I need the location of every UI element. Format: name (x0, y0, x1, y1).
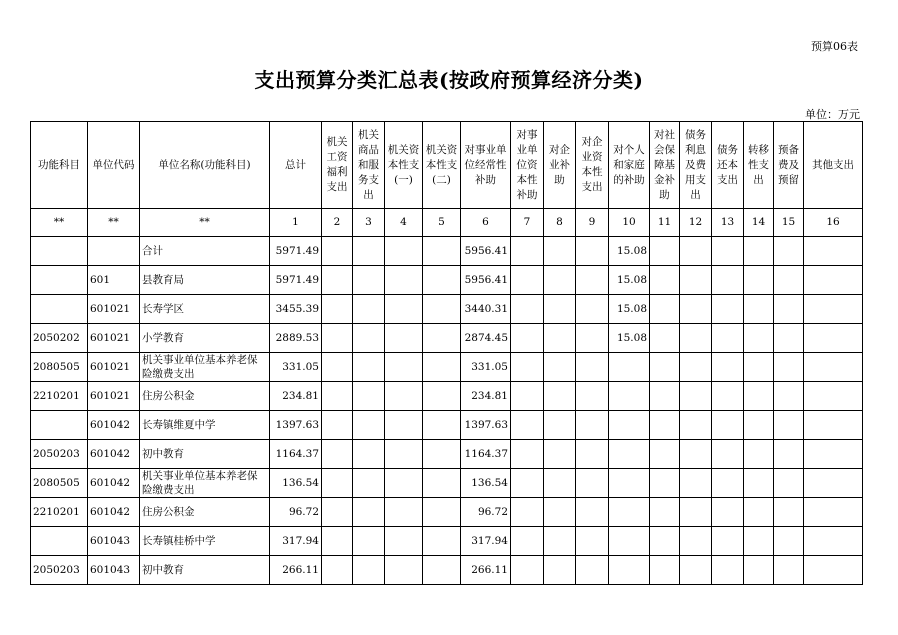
empty-cell (804, 295, 863, 324)
empty-cell (511, 295, 544, 324)
empty-cell (423, 440, 461, 469)
empty-cell (544, 324, 576, 353)
function-code-cell: 2080505 (31, 469, 88, 498)
empty-cell (544, 266, 576, 295)
empty-cell (385, 382, 423, 411)
empty-cell (423, 237, 461, 266)
empty-cell (423, 469, 461, 498)
index-cell: 12 (680, 209, 712, 237)
amount-cell: 2889.53 (270, 324, 322, 353)
function-code-cell: 2050203 (31, 440, 88, 469)
empty-cell (712, 266, 744, 295)
column-header: 转移性支出 (744, 122, 774, 209)
column-header: 对企业补助 (544, 122, 576, 209)
column-header: 预备费及预留 (774, 122, 804, 209)
empty-cell (353, 411, 385, 440)
empty-cell (353, 527, 385, 556)
column-header: 机关工资福利支出 (322, 122, 353, 209)
empty-cell (576, 295, 609, 324)
amount-cell: 317.94 (461, 527, 511, 556)
column-header: 总计 (270, 122, 322, 209)
empty-cell (576, 440, 609, 469)
empty-cell (804, 527, 863, 556)
empty-cell (353, 498, 385, 527)
index-row (31, 209, 863, 237)
column-header: 功能科目 (31, 122, 88, 209)
empty-cell (423, 527, 461, 556)
empty-cell (423, 556, 461, 585)
empty-cell (385, 440, 423, 469)
empty-cell (650, 295, 680, 324)
amount-cell (609, 411, 650, 440)
empty-cell (680, 527, 712, 556)
unit-name-cell: 长寿镇维夏中学 (140, 411, 270, 440)
empty-cell (650, 556, 680, 585)
empty-cell (385, 295, 423, 324)
empty-cell (774, 469, 804, 498)
unit-name-cell: 县教育局 (140, 266, 270, 295)
unit-name-cell: 住房公积金 (140, 382, 270, 411)
empty-cell (576, 556, 609, 585)
amount-cell: 266.11 (461, 556, 511, 585)
empty-cell (511, 237, 544, 266)
empty-cell (650, 498, 680, 527)
empty-cell (744, 469, 774, 498)
empty-cell (712, 237, 744, 266)
empty-cell (511, 556, 544, 585)
empty-cell (385, 324, 423, 353)
empty-cell (544, 237, 576, 266)
empty-cell (322, 469, 353, 498)
empty-cell (385, 266, 423, 295)
empty-cell (650, 324, 680, 353)
index-cell: 1 (270, 209, 322, 237)
empty-cell (544, 440, 576, 469)
empty-cell (804, 382, 863, 411)
amount-cell: 15.08 (609, 295, 650, 324)
empty-cell (353, 556, 385, 585)
empty-cell (804, 266, 863, 295)
table-row (31, 353, 863, 382)
empty-cell (744, 440, 774, 469)
unit-code-cell: 601042 (88, 469, 140, 498)
index-cell: 2 (322, 209, 353, 237)
table-row (31, 498, 863, 527)
empty-cell (353, 353, 385, 382)
empty-cell (680, 556, 712, 585)
amount-cell: 3440.31 (461, 295, 511, 324)
empty-cell (650, 382, 680, 411)
unit-name-cell: 初中教育 (140, 440, 270, 469)
function-code-cell: 2080505 (31, 353, 88, 382)
unit-code-cell (88, 237, 140, 266)
empty-cell (511, 411, 544, 440)
empty-cell (744, 266, 774, 295)
amount-cell: 234.81 (270, 382, 322, 411)
empty-cell (544, 382, 576, 411)
empty-cell (744, 295, 774, 324)
amount-cell: 234.81 (461, 382, 511, 411)
empty-cell (322, 237, 353, 266)
empty-cell (712, 353, 744, 382)
empty-cell (353, 237, 385, 266)
empty-cell (322, 440, 353, 469)
empty-cell (353, 324, 385, 353)
empty-cell (322, 266, 353, 295)
amount-cell: 266.11 (270, 556, 322, 585)
unit-label: 单位：万元 (805, 108, 860, 121)
column-header: 对事业单位资本性补助 (511, 122, 544, 209)
amount-cell: 15.08 (609, 237, 650, 266)
empty-cell (650, 266, 680, 295)
amount-cell: 5971.49 (270, 237, 322, 266)
table-row (31, 324, 863, 353)
empty-cell (774, 324, 804, 353)
amount-cell: 136.54 (270, 469, 322, 498)
unit-code-cell: 601043 (88, 527, 140, 556)
empty-cell (511, 498, 544, 527)
empty-cell (712, 556, 744, 585)
amount-cell (609, 353, 650, 382)
empty-cell (353, 382, 385, 411)
empty-cell (680, 324, 712, 353)
empty-cell (511, 353, 544, 382)
empty-cell (353, 295, 385, 324)
empty-cell (804, 498, 863, 527)
unit-code-cell: 601021 (88, 382, 140, 411)
empty-cell (322, 295, 353, 324)
column-header: 债务还本支出 (712, 122, 744, 209)
unit-code-cell: 601 (88, 266, 140, 295)
empty-cell (544, 411, 576, 440)
empty-cell (576, 469, 609, 498)
empty-cell (744, 556, 774, 585)
empty-cell (322, 382, 353, 411)
empty-cell (744, 527, 774, 556)
table-body (31, 237, 863, 585)
empty-cell (544, 469, 576, 498)
unit-code-cell: 601021 (88, 353, 140, 382)
amount-cell (609, 498, 650, 527)
unit-code-cell: 601021 (88, 324, 140, 353)
empty-cell (544, 295, 576, 324)
index-cell: ** (140, 209, 270, 237)
index-cell: 13 (712, 209, 744, 237)
empty-cell (322, 498, 353, 527)
function-code-cell (31, 237, 88, 266)
empty-cell (650, 353, 680, 382)
index-cell: 6 (461, 209, 511, 237)
header-row (31, 122, 863, 209)
empty-cell (423, 353, 461, 382)
amount-cell (609, 469, 650, 498)
empty-cell (423, 498, 461, 527)
empty-cell (544, 527, 576, 556)
amount-cell: 15.08 (609, 324, 650, 353)
empty-cell (680, 498, 712, 527)
table-row (31, 440, 863, 469)
empty-cell (744, 353, 774, 382)
table-row (31, 411, 863, 440)
empty-cell (774, 440, 804, 469)
empty-cell (744, 498, 774, 527)
column-header: 对事业单位经常性补助 (461, 122, 511, 209)
empty-cell (774, 266, 804, 295)
function-code-cell: 2210201 (31, 382, 88, 411)
column-header: 对企业资本性支出 (576, 122, 609, 209)
index-cell: 14 (744, 209, 774, 237)
unit-code-cell: 601042 (88, 498, 140, 527)
empty-cell (650, 469, 680, 498)
empty-cell (385, 498, 423, 527)
empty-cell (804, 440, 863, 469)
table-row (31, 266, 863, 295)
empty-cell (774, 556, 804, 585)
empty-cell (744, 324, 774, 353)
column-header: 单位名称(功能科目) (140, 122, 270, 209)
amount-cell: 1397.63 (270, 411, 322, 440)
amount-cell (609, 556, 650, 585)
empty-cell (650, 411, 680, 440)
unit-name-cell: 机关事业单位基本养老保险缴费支出 (140, 469, 270, 498)
unit-name-cell: 合计 (140, 237, 270, 266)
index-cell: 16 (804, 209, 863, 237)
column-header: 其他支出 (804, 122, 863, 209)
column-header: 对个人和家庭的补助 (609, 122, 650, 209)
empty-cell (712, 382, 744, 411)
empty-cell (804, 324, 863, 353)
budget-table (30, 121, 863, 585)
unit-code-cell: 601043 (88, 556, 140, 585)
empty-cell (576, 527, 609, 556)
function-code-cell: 2050203 (31, 556, 88, 585)
amount-cell: 96.72 (461, 498, 511, 527)
empty-cell (712, 469, 744, 498)
page-code: 预算06表 (811, 40, 858, 53)
index-cell: 8 (544, 209, 576, 237)
empty-cell (650, 237, 680, 266)
empty-cell (804, 556, 863, 585)
empty-cell (576, 324, 609, 353)
empty-cell (680, 353, 712, 382)
empty-cell (774, 237, 804, 266)
unit-code-cell: 601042 (88, 440, 140, 469)
function-code-cell: 2210201 (31, 498, 88, 527)
empty-cell (576, 382, 609, 411)
empty-cell (774, 382, 804, 411)
empty-cell (322, 556, 353, 585)
index-cell: 10 (609, 209, 650, 237)
empty-cell (544, 556, 576, 585)
function-code-cell (31, 295, 88, 324)
empty-cell (774, 353, 804, 382)
amount-cell (609, 382, 650, 411)
amount-cell: 331.05 (270, 353, 322, 382)
empty-cell (680, 266, 712, 295)
unit-code-cell: 601042 (88, 411, 140, 440)
empty-cell (804, 353, 863, 382)
function-code-cell (31, 266, 88, 295)
amount-cell: 2874.45 (461, 324, 511, 353)
empty-cell (322, 324, 353, 353)
empty-cell (680, 382, 712, 411)
index-cell: 9 (576, 209, 609, 237)
unit-name-cell: 长寿学区 (140, 295, 270, 324)
empty-cell (322, 353, 353, 382)
index-cell: ** (31, 209, 88, 237)
empty-cell (774, 527, 804, 556)
index-cell: 15 (774, 209, 804, 237)
empty-cell (576, 353, 609, 382)
empty-cell (576, 237, 609, 266)
unit-name-cell: 机关事业单位基本养老保险缴费支出 (140, 353, 270, 382)
index-cell: 5 (423, 209, 461, 237)
empty-cell (385, 469, 423, 498)
empty-cell (680, 411, 712, 440)
column-header: 单位代码 (88, 122, 140, 209)
unit-name-cell: 住房公积金 (140, 498, 270, 527)
empty-cell (511, 266, 544, 295)
empty-cell (576, 498, 609, 527)
empty-cell (385, 527, 423, 556)
amount-cell: 15.08 (609, 266, 650, 295)
empty-cell (423, 411, 461, 440)
amount-cell: 5956.41 (461, 266, 511, 295)
unit-code-cell: 601021 (88, 295, 140, 324)
amount-cell: 3455.39 (270, 295, 322, 324)
column-header: 机关资本性支(二) (423, 122, 461, 209)
amount-cell: 317.94 (270, 527, 322, 556)
empty-cell (385, 237, 423, 266)
amount-cell: 331.05 (461, 353, 511, 382)
empty-cell (511, 527, 544, 556)
empty-cell (322, 411, 353, 440)
empty-cell (511, 382, 544, 411)
empty-cell (680, 237, 712, 266)
empty-cell (423, 382, 461, 411)
index-cell: 4 (385, 209, 423, 237)
amount-cell: 5971.49 (270, 266, 322, 295)
unit-name-cell: 小学教育 (140, 324, 270, 353)
unit-name-cell: 长寿镇桂桥中学 (140, 527, 270, 556)
function-code-cell: 2050202 (31, 324, 88, 353)
empty-cell (680, 295, 712, 324)
table-row (31, 469, 863, 498)
empty-cell (712, 411, 744, 440)
function-code-cell (31, 411, 88, 440)
index-cell: 7 (511, 209, 544, 237)
table-row (31, 556, 863, 585)
empty-cell (804, 411, 863, 440)
empty-cell (744, 411, 774, 440)
empty-cell (774, 498, 804, 527)
column-header: 对社会保障基金补助 (650, 122, 680, 209)
amount-cell: 5956.41 (461, 237, 511, 266)
empty-cell (576, 411, 609, 440)
amount-cell: 1164.37 (461, 440, 511, 469)
amount-cell (609, 527, 650, 556)
empty-cell (423, 266, 461, 295)
amount-cell: 96.72 (270, 498, 322, 527)
empty-cell (385, 556, 423, 585)
column-header: 机关资本性支(一) (385, 122, 423, 209)
empty-cell (712, 324, 744, 353)
empty-cell (774, 411, 804, 440)
empty-cell (712, 295, 744, 324)
empty-cell (680, 469, 712, 498)
table-row (31, 527, 863, 556)
amount-cell: 1397.63 (461, 411, 511, 440)
empty-cell (353, 469, 385, 498)
empty-cell (322, 527, 353, 556)
table-row (31, 237, 863, 266)
empty-cell (712, 498, 744, 527)
empty-cell (576, 266, 609, 295)
empty-cell (804, 469, 863, 498)
table-row (31, 382, 863, 411)
empty-cell (744, 237, 774, 266)
empty-cell (804, 237, 863, 266)
empty-cell (544, 498, 576, 527)
empty-cell (680, 440, 712, 469)
empty-cell (712, 527, 744, 556)
table-row (31, 295, 863, 324)
amount-cell: 136.54 (461, 469, 511, 498)
column-header: 债务利息及费用支出 (680, 122, 712, 209)
empty-cell (744, 382, 774, 411)
empty-cell (423, 295, 461, 324)
empty-cell (353, 440, 385, 469)
index-cell: ** (88, 209, 140, 237)
empty-cell (353, 266, 385, 295)
column-header: 机关商品和服务支出 (353, 122, 385, 209)
page-title: 支出预算分类汇总表(按政府预算经济分类) (254, 68, 644, 92)
index-cell: 3 (353, 209, 385, 237)
empty-cell (511, 440, 544, 469)
empty-cell (423, 324, 461, 353)
empty-cell (650, 527, 680, 556)
empty-cell (544, 353, 576, 382)
index-cell: 11 (650, 209, 680, 237)
amount-cell: 1164.37 (270, 440, 322, 469)
function-code-cell (31, 527, 88, 556)
empty-cell (385, 353, 423, 382)
empty-cell (650, 440, 680, 469)
empty-cell (385, 411, 423, 440)
empty-cell (511, 469, 544, 498)
empty-cell (712, 440, 744, 469)
unit-name-cell: 初中教育 (140, 556, 270, 585)
empty-cell (774, 295, 804, 324)
amount-cell (609, 440, 650, 469)
empty-cell (511, 324, 544, 353)
